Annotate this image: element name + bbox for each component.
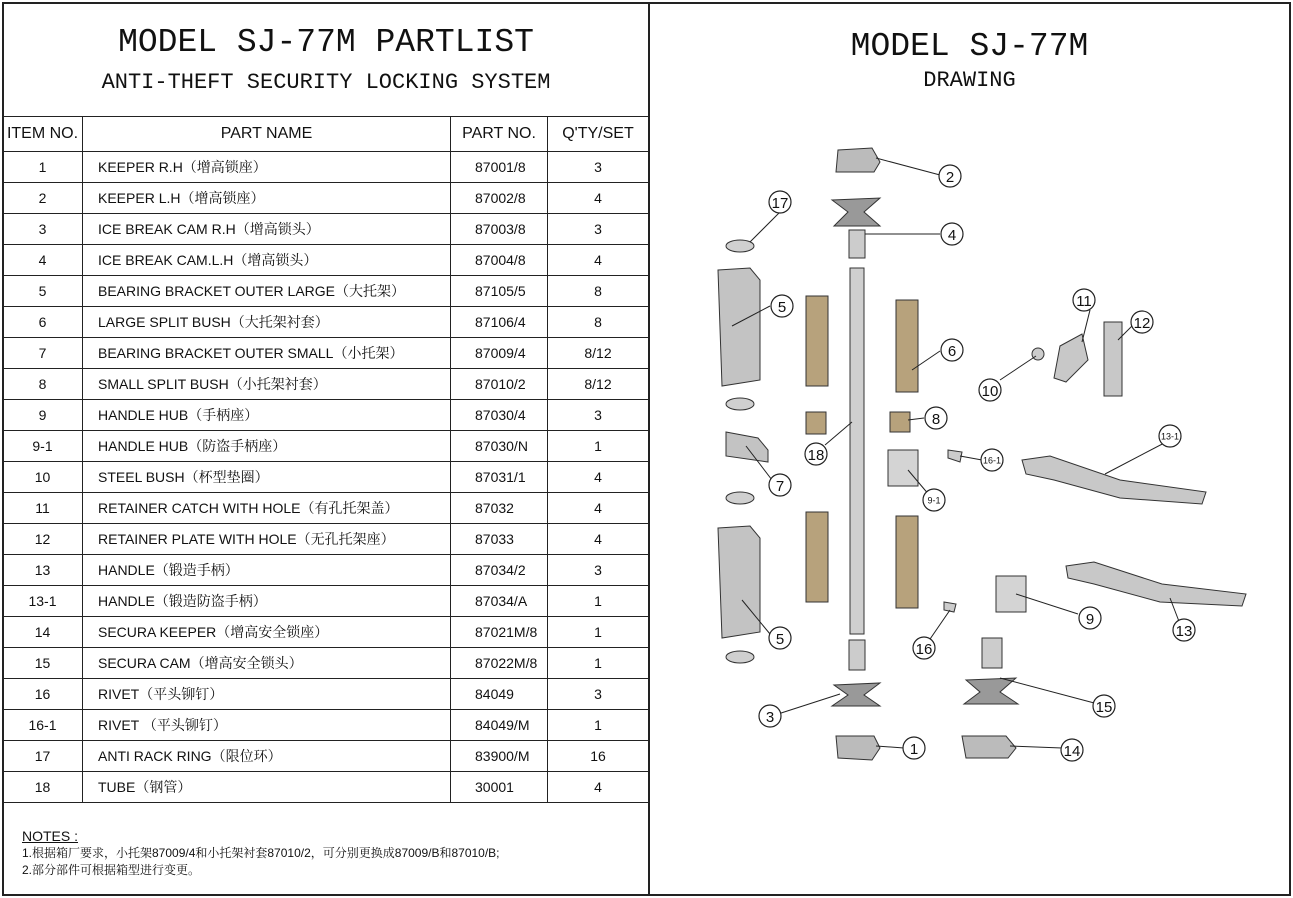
table-row — [3, 183, 649, 214]
item-no-cell: 3 — [3, 214, 83, 245]
rivet-part — [948, 450, 962, 462]
split-bush-part — [896, 300, 918, 392]
exploded-drawing — [650, 100, 1290, 800]
item-no-cell: 10 — [3, 462, 83, 493]
callout-label: 3 — [765, 709, 775, 726]
part-no-cell: 87032 — [451, 493, 548, 524]
leader-line — [825, 422, 852, 445]
table-row — [3, 710, 649, 741]
large-bracket-part — [718, 268, 760, 386]
table-row — [3, 276, 649, 307]
small-bush-part — [890, 412, 910, 432]
header-item-no: ITEM NO. — [3, 117, 83, 152]
callout-layer — [759, 165, 1195, 761]
part-name-cell: HANDLE HUB（手柄座） — [83, 400, 451, 431]
table-row — [3, 586, 649, 617]
callout-label: 9-1 — [927, 495, 941, 506]
part-name-cell: SMALL SPLIT BUSH（小托架衬套） — [83, 369, 451, 400]
qty-cell: 4 — [548, 462, 649, 493]
table-row — [3, 245, 649, 276]
split-bush-part — [806, 296, 828, 386]
item-no-cell: 5 — [3, 276, 83, 307]
partlist-title: MODEL SJ-77M PARTLIST — [118, 24, 534, 61]
part-no-cell: 87003/8 — [451, 214, 548, 245]
part-name-cell: KEEPER R.H（增高锁座） — [83, 152, 451, 183]
header-qty: Q'TY/SET — [548, 117, 649, 152]
leader-line — [750, 212, 780, 242]
part-no-cell: 87034/A — [451, 586, 548, 617]
callout-label: 8 — [931, 411, 941, 428]
part-no-cell: 84049/M — [451, 710, 548, 741]
qty-cell: 1 — [548, 648, 649, 679]
table-row — [3, 462, 649, 493]
item-no-cell: 13 — [3, 555, 83, 586]
qty-cell: 8/12 — [548, 338, 649, 369]
callout-label: 10 — [981, 383, 999, 400]
leader-line — [960, 456, 982, 460]
table-row — [3, 555, 649, 586]
note-line: 1.根据箱厂要求，小托架87009/4和小托架衬套87010/2，可分别更换成87009/B和87010/B; — [22, 846, 500, 860]
callout-label: 17 — [771, 195, 789, 212]
qty-cell: 16 — [548, 741, 649, 772]
parts-table — [2, 116, 649, 803]
part-name-cell: HANDLE HUB（防盗手柄座） — [83, 431, 451, 462]
callout-label: 1 — [909, 741, 919, 758]
qty-cell: 8/12 — [548, 369, 649, 400]
qty-cell: 1 — [548, 431, 649, 462]
qty-cell: 4 — [548, 183, 649, 214]
callout-label: 13 — [1175, 623, 1193, 640]
part-name-cell: SECURA KEEPER（增高安全锁座） — [83, 617, 451, 648]
tube-part — [850, 268, 864, 634]
part-no-cell: 87034/2 — [451, 555, 548, 586]
item-no-cell: 11 — [3, 493, 83, 524]
part-no-cell: 87002/8 — [451, 183, 548, 214]
large-bracket-part — [718, 526, 760, 638]
qty-cell: 1 — [548, 617, 649, 648]
table-row — [3, 307, 649, 338]
partlist-subtitle: ANTI-THEFT SECURITY LOCKING SYSTEM — [101, 70, 551, 95]
handle-hub-part — [996, 576, 1026, 612]
leader-line — [928, 610, 950, 642]
cam-top-part — [832, 198, 880, 226]
callout-label: 5 — [777, 299, 787, 316]
qty-cell: 3 — [548, 214, 649, 245]
item-no-cell: 15 — [3, 648, 83, 679]
leader-line — [876, 158, 940, 175]
item-no-cell: 7 — [3, 338, 83, 369]
part-name-cell: LARGE SPLIT BUSH（大托架衬套） — [83, 307, 451, 338]
ring-part — [726, 651, 754, 663]
table-row — [3, 648, 649, 679]
callout-label: 4 — [947, 227, 957, 244]
item-no-cell: 12 — [3, 524, 83, 555]
leader-line — [1000, 678, 1098, 704]
table-row — [3, 772, 649, 803]
table-row — [3, 400, 649, 431]
qty-cell: 8 — [548, 276, 649, 307]
qty-cell: 8 — [548, 307, 649, 338]
drawing-subtitle: DRAWING — [923, 68, 1016, 93]
qty-cell: 4 — [548, 245, 649, 276]
qty-cell: 3 — [548, 400, 649, 431]
secura-cam-shaft — [982, 638, 1002, 668]
callout-label: 15 — [1095, 699, 1113, 716]
part-no-cell: 87009/4 — [451, 338, 548, 369]
table-row — [3, 493, 649, 524]
note-line: 2.部分部件可根据箱型进行变更。 — [22, 863, 201, 877]
callout-label: 12 — [1133, 315, 1151, 332]
part-name-cell: HANDLE（锻造手柄） — [83, 555, 451, 586]
callout-label: 14 — [1063, 743, 1081, 760]
item-no-cell: 2 — [3, 183, 83, 214]
table-row — [3, 524, 649, 555]
item-no-cell: 6 — [3, 307, 83, 338]
part-name-cell: TUBE（钢管） — [83, 772, 451, 803]
part-no-cell: 84049 — [451, 679, 548, 710]
callout-label: 5 — [775, 631, 785, 648]
retainer-plate-part — [1104, 322, 1122, 396]
part-no-cell: 87001/8 — [451, 152, 548, 183]
keeper-top-part — [836, 148, 880, 172]
item-no-cell: 18 — [3, 772, 83, 803]
part-no-cell: 83900/M — [451, 741, 548, 772]
cam-bottom-shaft — [849, 640, 865, 670]
leader-line — [1000, 356, 1036, 380]
handle-part — [1066, 562, 1246, 606]
secura-keeper-part — [962, 736, 1016, 758]
cam-top-shaft — [849, 230, 865, 258]
handle-part — [1022, 456, 1206, 504]
part-name-cell: ICE BREAK CAM.L.H（增高锁头） — [83, 245, 451, 276]
leader-line — [1082, 310, 1090, 342]
qty-cell: 3 — [548, 152, 649, 183]
small-bush-part — [806, 412, 826, 434]
qty-cell: 3 — [548, 679, 649, 710]
qty-cell: 3 — [548, 555, 649, 586]
part-no-cell: 87105/5 — [451, 276, 548, 307]
part-name-cell: HANDLE（锻造防盗手柄） — [83, 586, 451, 617]
header-part-name: PART NAME — [83, 117, 451, 152]
leader-line — [778, 694, 840, 714]
item-no-cell: 16-1 — [3, 710, 83, 741]
part-no-cell: 87033 — [451, 524, 548, 555]
table-row — [3, 338, 649, 369]
qty-cell: 4 — [548, 524, 649, 555]
part-no-cell: 30001 — [451, 772, 548, 803]
ring-part — [726, 398, 754, 410]
part-name-cell: SECURA CAM（增高安全锁头） — [83, 648, 451, 679]
parts-table-body — [3, 152, 649, 803]
part-name-cell: BEARING BRACKET OUTER LARGE（大托架） — [83, 276, 451, 307]
part-no-cell: 87031/1 — [451, 462, 548, 493]
secura-cam-part — [964, 678, 1018, 704]
part-name-cell: RETAINER PLATE WITH HOLE（无孔托架座） — [83, 524, 451, 555]
ring-part — [726, 492, 754, 504]
table-row — [3, 617, 649, 648]
notes-heading: NOTES : — [22, 828, 79, 844]
table-row — [3, 741, 649, 772]
table-row — [3, 679, 649, 710]
item-no-cell: 8 — [3, 369, 83, 400]
part-name-cell: BEARING BRACKET OUTER SMALL（小托架） — [83, 338, 451, 369]
table-row — [3, 431, 649, 462]
drawing-title: MODEL SJ-77M — [850, 28, 1089, 65]
part-no-cell: 87022M/8 — [451, 648, 548, 679]
table-row — [3, 369, 649, 400]
steel-bush-part — [1032, 348, 1044, 360]
part-no-cell: 87030/N — [451, 431, 548, 462]
table-row — [3, 214, 649, 245]
item-no-cell: 1 — [3, 152, 83, 183]
callout-label: 16 — [915, 641, 933, 658]
leader-line — [1010, 746, 1062, 748]
callout-label: 11 — [1076, 293, 1092, 310]
keeper-bottom-part — [836, 736, 880, 760]
callout-label: 2 — [945, 169, 955, 186]
part-name-cell: RIVET（平头铆钉） — [83, 679, 451, 710]
leader-line — [1105, 440, 1170, 474]
callout-label: 6 — [947, 343, 957, 360]
table-row — [3, 152, 649, 183]
ring-part — [726, 240, 754, 252]
callout-label: 13-1 — [1160, 431, 1180, 442]
callout-label: 7 — [775, 478, 785, 495]
part-name-cell: ANTI RACK RING（限位环） — [83, 741, 451, 772]
table-header-row — [3, 117, 649, 152]
qty-cell: 4 — [548, 772, 649, 803]
part-no-cell: 87010/2 — [451, 369, 548, 400]
part-no-cell: 87021M/8 — [451, 617, 548, 648]
part-name-cell: ICE BREAK CAM R.H（增高锁头） — [83, 214, 451, 245]
header-part-no: PART NO. — [451, 117, 548, 152]
split-bush-part — [806, 512, 828, 602]
part-no-cell: 87004/8 — [451, 245, 548, 276]
part-name-cell: RETAINER CATCH WITH HOLE（有孔托架盖） — [83, 493, 451, 524]
callout-label: 18 — [807, 447, 825, 464]
item-no-cell: 4 — [3, 245, 83, 276]
callout-label: 9 — [1085, 611, 1095, 628]
part-name-cell: RIVET （平头铆钉） — [83, 710, 451, 741]
item-no-cell: 16 — [3, 679, 83, 710]
part-no-cell: 87106/4 — [451, 307, 548, 338]
qty-cell: 1 — [548, 586, 649, 617]
item-no-cell: 9-1 — [3, 431, 83, 462]
callout-label: 16-1 — [982, 455, 1002, 466]
retainer-catch-part — [1054, 334, 1088, 382]
item-no-cell: 14 — [3, 617, 83, 648]
qty-cell: 4 — [548, 493, 649, 524]
handle-hub-part — [888, 450, 918, 486]
item-no-cell: 9 — [3, 400, 83, 431]
part-name-cell: STEEL BUSH（杯型垫圈） — [83, 462, 451, 493]
item-no-cell: 17 — [3, 741, 83, 772]
split-bush-part — [896, 516, 918, 608]
part-name-cell: KEEPER L.H（增高锁座） — [83, 183, 451, 214]
qty-cell: 1 — [548, 710, 649, 741]
part-no-cell: 87030/4 — [451, 400, 548, 431]
notes — [22, 828, 500, 879]
item-no-cell: 13-1 — [3, 586, 83, 617]
